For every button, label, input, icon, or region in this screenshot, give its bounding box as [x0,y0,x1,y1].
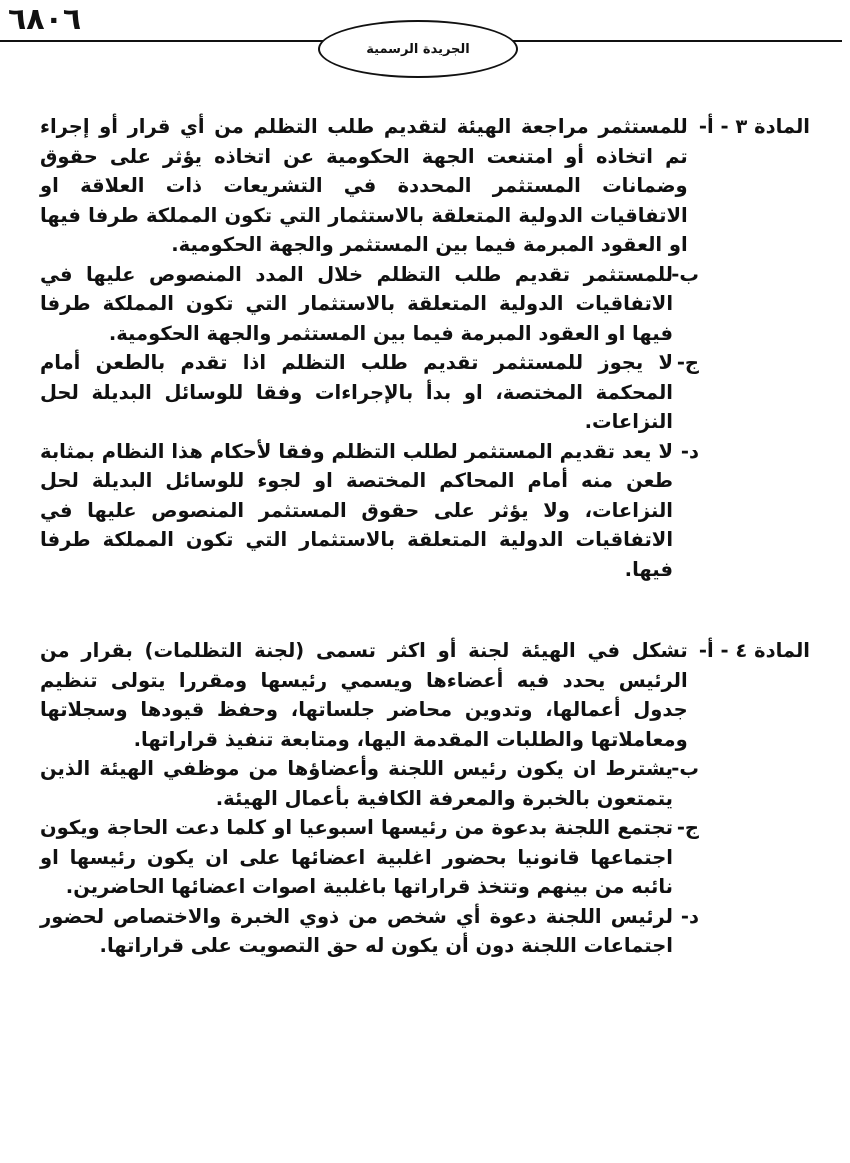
article-item [40,754,810,813]
gazette-title: الجريدة الرسمية [366,41,470,57]
item-text: لرئيس اللجنة دعوة أي شخص من ذوي الخبرة والاختصاص لحضور اجتماعات اللجنة دون أن يكون له حق التصويت على قراراتها. [40,904,673,957]
article-item [40,260,810,349]
article-item [40,112,810,260]
article-label: المادة ٣ - [720,115,810,138]
item-mark: ج- [676,351,699,374]
page-number: ٦٨٠٦ [8,2,82,37]
item-text: لا يجوز للمستثمر تقديم طلب التظلم اذا تقدم بالطعن أمام المحكمة المختصة، او بدأ بالإجراءات وفقا للوسائل البديلة لحل النزاعات. [40,351,673,433]
item-text: تشكل في الهيئة لجنة أو اكثر تسمى (لجنة التظلمات) بقرار من الرئيس يحدد فيه أعضاءها ويسمي رئيسها ومقررا يتولى تنظيم جدول أعمالها، وتدوين محاضر جلساتها، وحفظ قيودها وسجلاتها ومعاملاتها والطلبات المقدمة اليها، ومتابعة تنفيذ قراراتها. [40,639,688,751]
article-item [40,348,810,437]
article-label: المادة ٤ - [720,639,810,662]
item-text: تجتمع اللجنة بدعوة من رئيسها اسبوعيا او كلما دعت الحاجة ويكون اجتماعها قانونيا بحضور اغلبية اعضائها على ان يكون رئيسها او نائبه من بينهم وتتخذ قراراتها باغلبية اصوات اعضائها الحاضرين. [40,816,673,898]
item-text: يشترط ان يكون رئيس اللجنة وأعضاؤها من موظفي الهيئة الذين يتمتعون بالخبرة والمعرفة الكافية بأعمال الهيئة. [40,757,673,810]
item-mark: ب- [671,757,699,780]
gazette-header-oval [318,20,518,78]
item-mark: أ- [698,115,714,138]
item-mark: ج- [676,816,699,839]
item-mark: د- [680,904,699,928]
article-item [40,437,810,585]
article-item [40,636,810,754]
article-3 [40,112,810,584]
article-4 [40,636,810,961]
article-item [40,813,810,902]
item-mark: أ- [698,639,714,662]
item-mark: د- [680,439,699,463]
item-text: للمستثمر تقديم طلب التظلم خلال المدد المنصوص عليها في الاتفاقيات الدولية المتعلقة بالاستثمار التي تكون المملكة طرفا فيها او العقود المبرمة فيما بين المستثمر والجهة الحكومية. [40,262,673,345]
item-mark: ب- [671,262,699,286]
item-text: لا يعد تقديم المستثمر لطلب التظلم وفقا لأحكام هذا النظام بمثابة طعن منه أمام المحاكم المختصة او لجوء للوسائل البديلة لحل النزاعات، ولا يؤثر على حقوق المستثمر المنصوص عليها في الاتفاقيات الدولية المتعلقة بالاستثمار التي تكون المملكة طرفا فيها. [40,439,673,581]
item-text: للمستثمر مراجعة الهيئة لتقديم طلب التظلم من أي قرار أو إجراء تم اتخاذه أو امتنعت الجهة الحكومية عن اتخاذه يؤثر على حقوق وضمانات المستثمر المحددة في التشريعات ذات العلاقة او الاتفاقيات الدولية المتعلقة بالاستثمار التي تكون المملكة طرفا فيها او العقود المبرمة فيما بين المستثمر والجهة الحكومية. [40,115,688,256]
article-item [40,902,810,961]
